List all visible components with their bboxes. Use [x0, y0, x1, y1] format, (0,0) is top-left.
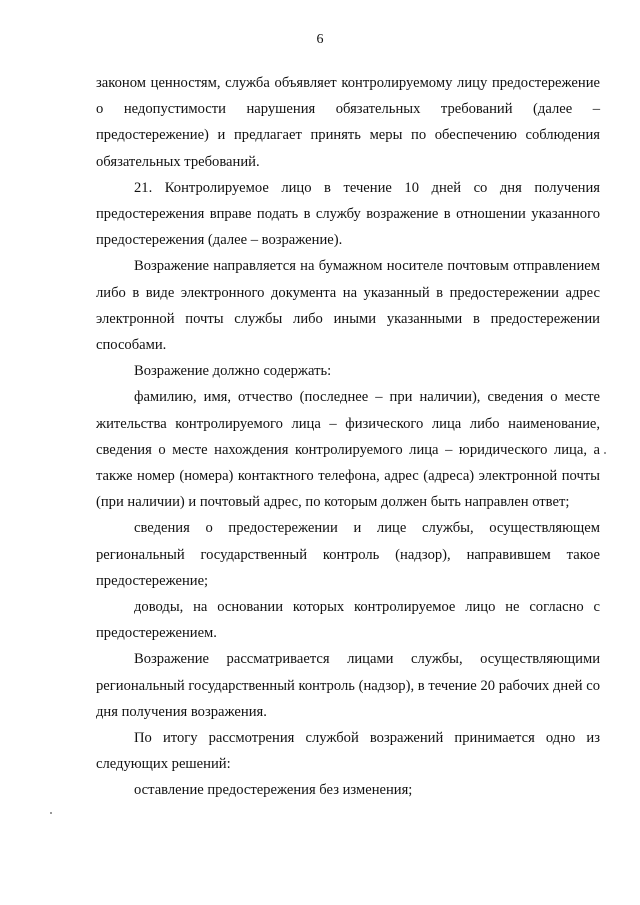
- list-item-name-address: фамилию, имя, отчество (последнее – при наличии), сведения о месте жительства контролируемого лица – физического лица либо наименование, сведения о месте нахождения контролируемого лица – юридического лица, а также номер (номера) контактного телефона, адрес (адреса) электронной почты (при наличии) и почтовый адрес, по которым должен быть направлен ответ;: [96, 389, 600, 511]
- scan-speck: [604, 452, 606, 454]
- scan-speck: [50, 812, 52, 814]
- paragraph-objection-contents-heading: Возражение должно содержать:: [134, 363, 332, 380]
- list-item-arguments: доводы, на основании которых контролируемое лицо не согласно с предостережением.: [96, 599, 600, 642]
- paragraph-continuation: законом ценностям, служба объявляет контролируемому лицу предостережение о недопустимости нарушения обязательных требований (далее – предостережение) и предлагает принять меры по обеспечению соблюдения обязательных требований.: [96, 75, 600, 170]
- paragraph-decisions-heading: По итогу рассмотрения службой возражений принимается одно из следующих решений:: [96, 730, 600, 773]
- document-body: [96, 70, 600, 804]
- list-item-warning-info: сведения о предостережении и лице службы, осуществляющем региональный государственный контроль (надзор), направившем такое предостережение;: [96, 520, 600, 589]
- page-number: 6: [316, 32, 324, 47]
- list-item-decision-keep: оставление предостережения без изменения;: [134, 782, 413, 799]
- paragraph-objection-delivery: Возражение направляется на бумажном носителе почтовым отправлением либо в виде электронного документа на указанный в предостережении адрес электронной почты службы либо иными указанными в предостережении способами.: [96, 258, 600, 354]
- paragraph-review-period: Возражение рассматривается лицами службы, осуществляющими региональный государственный контроль (надзор), в течение 20 рабочих дней со дня получения возражения.: [96, 651, 600, 720]
- paragraph-item-21: 21. Контролируемое лицо в течение 10 дней со дня получения предостережения вправе подать в службу возражение в отношении указанного предостережения (далее – возражение).: [96, 179, 600, 249]
